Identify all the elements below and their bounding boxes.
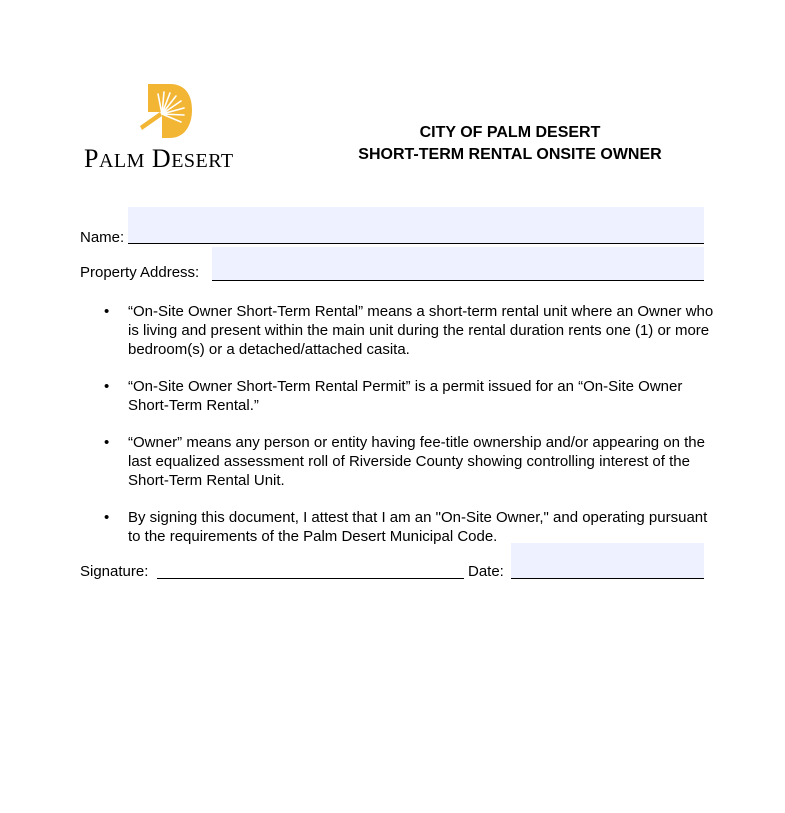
document-title-form: SHORT-TERM RENTAL ONSITE OWNER	[358, 146, 662, 163]
attestation-text: By signing this document, I attest that I am an "On-Site Owner," and operating pursuant to the requirements of the Palm Desert Municipal Code.	[128, 509, 708, 545]
definitions-list	[104, 302, 714, 564]
document-title-city: CITY OF PALM DESERT	[419, 124, 601, 141]
palm-leaf-logo-icon	[140, 82, 194, 140]
name-label: Name:	[80, 229, 125, 246]
logo-wordmark: PALM DESERT	[84, 144, 234, 173]
definition-text: “On-Site Owner Short-Term Rental” means a short-term rental unit where an Owner who is living and present within the main unit during the rental duration rents one (1) or more bedroom(s) or a detached/attached casita.	[128, 303, 714, 358]
list-item	[104, 377, 714, 415]
signature-input[interactable]	[157, 560, 464, 579]
palm-desert-logo	[84, 82, 256, 174]
property-address-label: Property Address:	[80, 264, 200, 281]
list-item	[104, 302, 714, 359]
list-item	[104, 508, 714, 546]
bullet-icon: •	[104, 434, 110, 451]
bullet-icon: •	[104, 303, 110, 320]
list-item	[104, 433, 714, 490]
date-label: Date:	[468, 563, 504, 580]
definition-text: “Owner” means any person or entity having fee-title ownership and/or appearing on the last equalized assessment roll of Riverside County showing controlling interest of the Short-Term Rental Unit.	[128, 434, 705, 489]
bullet-icon: •	[104, 378, 110, 395]
bullet-icon: •	[104, 509, 110, 526]
property-address-input[interactable]	[212, 247, 704, 281]
signature-label: Signature:	[80, 563, 149, 580]
name-input[interactable]	[128, 207, 704, 244]
date-input[interactable]	[511, 543, 704, 579]
definition-text: “On-Site Owner Short-Term Rental Permit” is a permit issued for an “On-Site Owner Short-Term Rental.”	[128, 378, 683, 414]
